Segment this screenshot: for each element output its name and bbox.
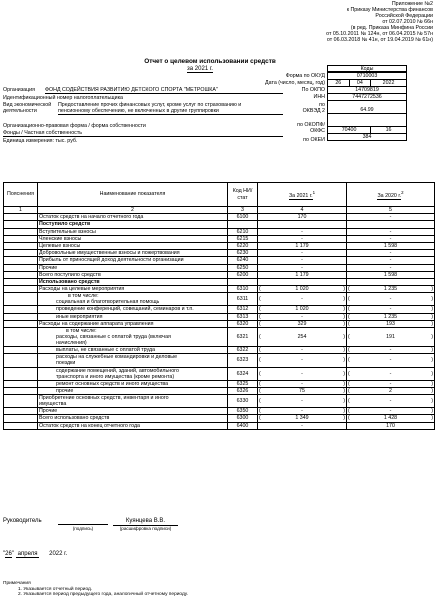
table-row: Остаток средств на начало отчетного года 6100 170 - — [4, 214, 435, 221]
table-row: прочие 6326 ( 75 ) ( 2 ) — [4, 387, 435, 394]
okud-label: Форма по ОКУД — [285, 73, 325, 79]
unit-label: Единица измерения: тыс. руб. — [3, 138, 78, 144]
col-current-year: За 2021 г.$^1$ — [258, 183, 347, 207]
table-row: Членские взносы 6215 - - — [4, 235, 435, 242]
col-previous-year: За 2020 г.$^2$ — [347, 183, 435, 207]
table-row: ремонт основных средств и иного имущества 6325 ( - ) ( - ) — [4, 380, 435, 387]
okved-code: 64.99 — [328, 101, 407, 114]
edition-line-3: от 06.03.2018 № 41н, от 19.04.2019 № 61н) — [326, 37, 433, 44]
order-reference — [233, 1, 433, 44]
funds-usage-table — [3, 182, 435, 430]
order-line: к Приказу Министерства финансов — [346, 7, 433, 14]
report-title: Отчет о целевом использовании средств — [144, 58, 276, 65]
okei-label: по ОКЕИ — [303, 137, 325, 143]
activity-label: Вид экономической деятельности — [3, 102, 52, 115]
edition-line: (в ред. Приказа Минфина России — [350, 25, 433, 32]
table-row: Прочие 6350 ( - ) ( - ) — [4, 408, 435, 415]
notes-title: Примечания — [3, 581, 31, 586]
inn-code: 7447272536 — [328, 94, 407, 101]
table-row: Всего использовано средств 6300 ( 1 349 ) ( 1 428 ) — [4, 415, 435, 422]
codes-table — [327, 72, 407, 141]
table-row: Добровольные имущественные взносы и пожертвования 6230 - - — [4, 250, 435, 257]
date-month: 04 — [349, 80, 371, 87]
head-label: Руководитель — [3, 518, 42, 524]
column-numbers-row: 1 2 3 4 5 — [4, 207, 435, 214]
date-label: Дата (число, месяц, год) — [265, 80, 325, 86]
table-row: в том числе: расходы, связанные с оплатой труда (включая начисления) 6321 ( 254 ) ( 191 ) — [4, 327, 435, 346]
table-header-row — [4, 183, 435, 207]
section-header-row: Поступило средств — [4, 221, 435, 228]
signature-line — [58, 524, 108, 525]
table-row: расходы на служебные командировки и деловые поездки 6323 ( - ) ( - ) — [4, 354, 435, 367]
org-name: ФОНД СОДЕЙСТВИЯ РАЗВИТИЮ ДЕТСКОГО СПОРТА "МЕТРОШКА" — [45, 87, 283, 94]
inn-description: Идентификационный номер налогоплательщика — [3, 95, 123, 101]
table-row: Вступительные взносы 6210 - - — [4, 228, 435, 235]
table-row: Прочие 6250 - - — [4, 264, 435, 271]
table-row: содержание помещений, зданий, автомобильного транспорта и иного имущества (кроме ремонта) 6324 ( - ) ( - ) — [4, 367, 435, 380]
okopf-label: по ОКОПФ/ ОКФС — [297, 122, 325, 135]
inn-label: ИНН — [313, 94, 325, 100]
date-year: 2022 — [371, 80, 407, 87]
table-row: проведение конференций, совещаний, семинаров и т.п. 6312 ( 1 020 ) ( - ) — [4, 306, 435, 313]
col-code: Код НИ/ стат — [228, 183, 258, 207]
okved-label: по ОКВЭД 2 — [302, 102, 325, 115]
okei-code: 384 — [328, 134, 407, 141]
table-row: Всего поступило средств 6200 1 179 1 598 — [4, 271, 435, 278]
notes — [3, 581, 188, 598]
appendix-number: Приложение №2 — [391, 1, 433, 7]
legal-form-label: Организационно-правовая форма / форма собственности — [3, 123, 146, 129]
note-2: 2. Указывается период предыдущего года, аналогичный отчетному периоду. — [18, 592, 189, 598]
activity-text: Предоставление прочих финансовых услуг, кроме услуг по страхованию и пенсионному обеспечению, не включенных в другие группировки — [58, 102, 283, 115]
table-row: Остаток средств на конец отчетного года 6400 - 170 — [4, 422, 435, 429]
report-period: за 2021 г. — [187, 66, 213, 72]
date-day: 26 — [328, 80, 350, 87]
name-hint: (расшифровка подписи) — [119, 526, 172, 531]
table-row: Расходы на целевые мероприятия 6310 ( 1 020 ) ( 1 235 ) — [4, 286, 435, 293]
table-row: в том числе: социальная и благотворительная помощь 6311 ( - ) ( - ) — [4, 293, 435, 306]
ownership: Фонды / Частная собственность — [3, 130, 283, 137]
codes-header: Коды — [327, 65, 407, 72]
table-row: Приобретение основных средств, инвентаря и иного имущества 6330 ( - ) ( - ) — [4, 395, 435, 408]
signature-hint: (подпись) — [72, 526, 94, 531]
note-1: 1. Указывается отчетный период. — [18, 586, 93, 592]
okpo-label: По ОКПО — [301, 87, 325, 93]
edition-line-2: от 05.10.2011 № 124н, от 06.04.2015 № 57н — [326, 31, 433, 38]
order-date: от 02.07.2010 № 66н — [382, 19, 433, 26]
col-explanations: Пояснения — [4, 183, 38, 207]
okud-code: 0710003 — [328, 73, 407, 80]
table-row: Целевые взносы 6220 1 179 1 598 — [4, 242, 435, 249]
org-label: Организация — [3, 87, 35, 93]
table-row: иные мероприятия 6313 ( - ) ( 1 235 ) — [4, 313, 435, 320]
okopf-code: 70400 — [328, 127, 371, 134]
head-name: Куянцева В.В. — [113, 518, 178, 526]
table-row: выплаты, не связанные с оплатой труда 6322 ( - ) ( - ) — [4, 347, 435, 354]
signature-date: "26" апреля 2022 г. — [3, 551, 68, 557]
okpo-code: 14709819 — [328, 87, 407, 94]
federation-line: Российской Федерации — [375, 13, 433, 20]
section-header-row: Использовано средств — [4, 278, 435, 285]
col-indicator-name: Наименование показателя — [38, 183, 228, 207]
table-row: Прибыль от приносящей доход деятельности организации 6240 - - — [4, 257, 435, 264]
table-row: Расходы на содержание аппарата управления 6320 ( 329 ) ( 193 ) — [4, 320, 435, 327]
okfs-code: 16 — [371, 127, 407, 134]
